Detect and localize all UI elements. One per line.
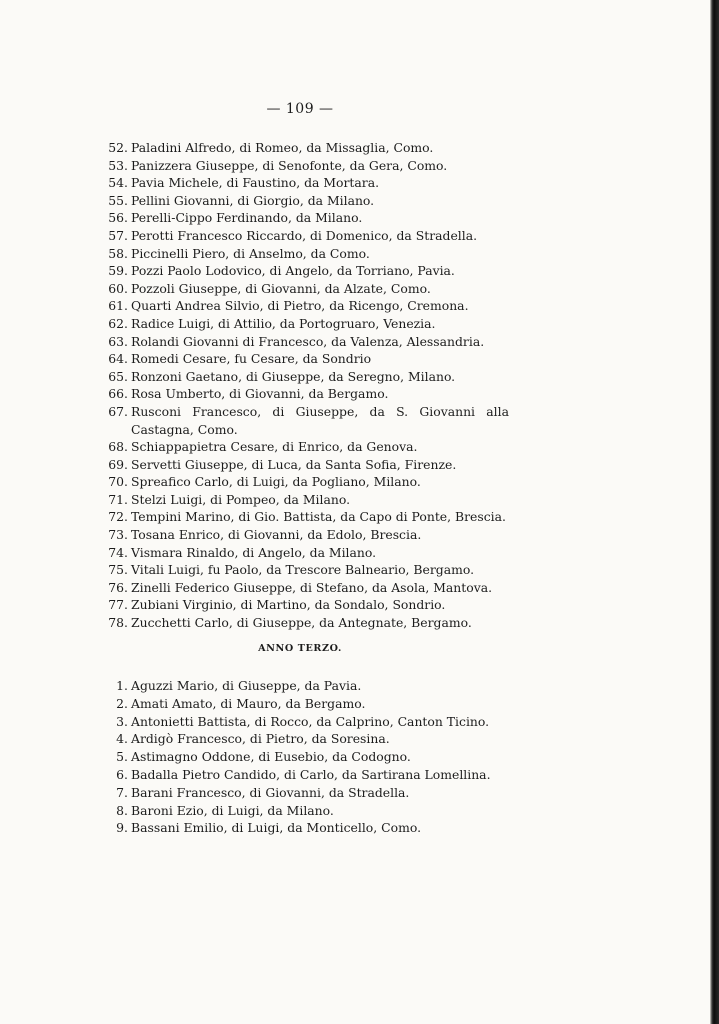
- item-text: Zucchetti Carlo, di Giuseppe, da Antegnate, Bergamo.: [131, 615, 472, 631]
- item-text: Pavia Michele, di Faustino, da Mortara.: [131, 175, 380, 191]
- item-text: Stelzi Luigi, di Pompeo, da Milano.: [131, 491, 351, 507]
- list-item: [97, 262, 509, 280]
- item-number: 64.: [108, 351, 128, 367]
- item-text: Perelli-Cippo Ferdinando, da Milano.: [131, 210, 363, 226]
- item-number: 2.: [116, 695, 128, 711]
- item-text: Bassani Emilio, di Luigi, da Monticello, Como.: [131, 820, 422, 836]
- item-text: Amati Amato, di Mauro, da Bergamo.: [131, 695, 366, 711]
- item-number: 70.: [108, 474, 128, 490]
- item-text: Aguzzi Mario, di Giuseppe, da Pavia.: [131, 678, 362, 693]
- item-number: 9.: [116, 820, 128, 836]
- item-number: 75.: [108, 562, 128, 578]
- item-text: Perotti Francesco Riccardo, di Domenico, da Stradella.: [131, 227, 478, 243]
- list-item: [97, 695, 509, 713]
- item-number: 67.: [108, 403, 128, 419]
- student-list-anno-secondo: [97, 139, 509, 632]
- item-text: Badalla Pietro Candido, di Carlo, da Sartirana Lomellina.: [131, 766, 491, 782]
- list-item: [97, 333, 509, 351]
- item-number: 55.: [108, 192, 128, 208]
- list-item: [97, 192, 509, 210]
- item-number: 6.: [116, 766, 128, 782]
- item-text: Astimagno Oddone, di Eusebio, da Codogno.: [131, 749, 411, 765]
- item-number: 66.: [108, 386, 128, 402]
- item-text: Romedi Cesare, fu Cesare, da Sondrio: [131, 351, 372, 367]
- item-number: 3.: [116, 713, 128, 729]
- list-item: [97, 526, 509, 544]
- item-number: 78.: [108, 615, 128, 631]
- item-number: 61.: [108, 298, 128, 314]
- item-number: 69.: [108, 456, 128, 472]
- list-item: [97, 730, 509, 748]
- item-number: 53.: [108, 157, 128, 173]
- item-text: Servetti Giuseppe, di Luca, da Santa Sofia, Firenze.: [131, 456, 457, 472]
- item-number: 77.: [108, 597, 128, 613]
- page-binding-edge: [710, 0, 719, 1024]
- item-number: 7.: [116, 784, 128, 800]
- item-text: Pellini Giovanni, di Giorgio, da Milano.: [131, 192, 375, 208]
- item-number: 74.: [108, 544, 128, 560]
- item-number: 68.: [108, 439, 128, 455]
- item-text: Panizzera Giuseppe, di Senofonte, da Gera, Como.: [131, 157, 448, 173]
- list-item: [97, 819, 509, 837]
- list-item: [97, 784, 509, 802]
- item-number: 63.: [108, 333, 128, 349]
- item-number: 71.: [108, 491, 128, 507]
- list-item: [97, 245, 509, 263]
- list-item: [97, 508, 509, 526]
- list-item: [97, 385, 509, 403]
- list-item: [97, 315, 509, 333]
- list-item: [97, 766, 509, 784]
- list-item: [97, 403, 509, 438]
- student-list-anno-terzo: [97, 677, 509, 837]
- item-number: 60.: [108, 280, 128, 296]
- list-item: [97, 157, 509, 175]
- item-text: Ronzoni Gaetano, di Giuseppe, da Seregno, Milano.: [131, 368, 456, 384]
- item-text: Vismara Rinaldo, di Angelo, da Milano.: [131, 544, 377, 560]
- item-number: 8.: [116, 802, 128, 818]
- list-item: [97, 456, 509, 474]
- list-item: [97, 139, 509, 157]
- item-text: Rolandi Giovanni di Francesco, da Valenza, Alessandria.: [131, 333, 485, 349]
- item-text: Pozzoli Giuseppe, di Giovanni, da Alzate, Como.: [131, 280, 431, 296]
- list-item: [97, 227, 509, 245]
- item-number: 1.: [116, 678, 128, 693]
- page-number: — 109 —: [266, 101, 334, 117]
- item-number: 65.: [108, 368, 128, 384]
- list-item: [97, 544, 509, 562]
- item-text: Zinelli Federico Giuseppe, di Stefano, da Asola, Mantova.: [131, 579, 493, 595]
- list-item: [97, 802, 509, 820]
- item-number: 5.: [116, 749, 128, 765]
- item-number: 73.: [108, 527, 128, 543]
- item-text: Pozzi Paolo Lodovico, di Angelo, da Torriano, Pavia.: [131, 263, 455, 279]
- list-item: [97, 297, 509, 315]
- item-text: Tosana Enrico, di Giovanni, da Edolo, Brescia.: [131, 527, 422, 543]
- list-item: [97, 579, 509, 597]
- item-text: Quarti Andrea Silvio, di Pietro, da Ricengo, Cremona.: [131, 298, 469, 314]
- list-item: [97, 350, 509, 368]
- item-number: 59.: [108, 263, 128, 279]
- item-text: Antonietti Battista, di Rocco, da Calprino, Canton Ticino.: [131, 713, 490, 729]
- item-text: Vitali Luigi, fu Paolo, da Trescore Balneario, Bergamo.: [131, 562, 475, 578]
- item-text: Piccinelli Piero, di Anselmo, da Como.: [131, 245, 370, 261]
- list-item: [97, 473, 509, 491]
- item-text: Spreafico Carlo, di Luigi, da Pogliano, Milano.: [131, 474, 421, 490]
- list-item: [97, 713, 509, 731]
- item-text: Tempini Marino, di Gio. Battista, da Capo di Ponte, Brescia.: [131, 509, 506, 525]
- item-number: 72.: [108, 509, 128, 525]
- list-item: [97, 209, 509, 227]
- item-text: Barani Francesco, di Giovanni, da Stradella.: [131, 784, 410, 800]
- list-item: [97, 561, 509, 579]
- list-item: [97, 596, 509, 614]
- list-item: [97, 438, 509, 456]
- item-number: 4.: [116, 731, 128, 747]
- item-number: 58.: [108, 245, 128, 261]
- list-item: [97, 491, 509, 509]
- list-item: [97, 280, 509, 298]
- item-number: 52.: [108, 140, 128, 155]
- item-number: 54.: [108, 175, 128, 191]
- item-text: Ardigò Francesco, di Pietro, da Soresina.: [131, 731, 390, 747]
- item-text: Rosa Umberto, di Giovanni, da Bergamo.: [131, 386, 389, 402]
- list-item: [97, 368, 509, 386]
- list-item: [97, 677, 509, 695]
- list-item: [97, 174, 509, 192]
- item-text: Zubiani Virginio, di Martino, da Sondalo, Sondrio.: [131, 597, 446, 613]
- item-text: Baroni Ezio, di Luigi, da Milano.: [131, 802, 334, 818]
- list-item: [97, 614, 509, 632]
- item-number: 62.: [108, 315, 128, 331]
- list-item: [97, 748, 509, 766]
- section-heading-anno-terzo: ANNO TERZO.: [258, 643, 342, 654]
- item-text: Rusconi Francesco, di Giuseppe, da S. Giovanni alla Castagna, Como.: [131, 403, 509, 437]
- item-number: 56.: [108, 210, 128, 226]
- item-text: Paladini Alfredo, di Romeo, da Missaglia, Como.: [131, 140, 434, 155]
- item-text: Radice Luigi, di Attilio, da Portogruaro, Venezia.: [131, 315, 436, 331]
- item-number: 57.: [108, 227, 128, 243]
- item-number: 76.: [108, 579, 128, 595]
- item-text: Schiappapietra Cesare, di Enrico, da Genova.: [131, 439, 418, 455]
